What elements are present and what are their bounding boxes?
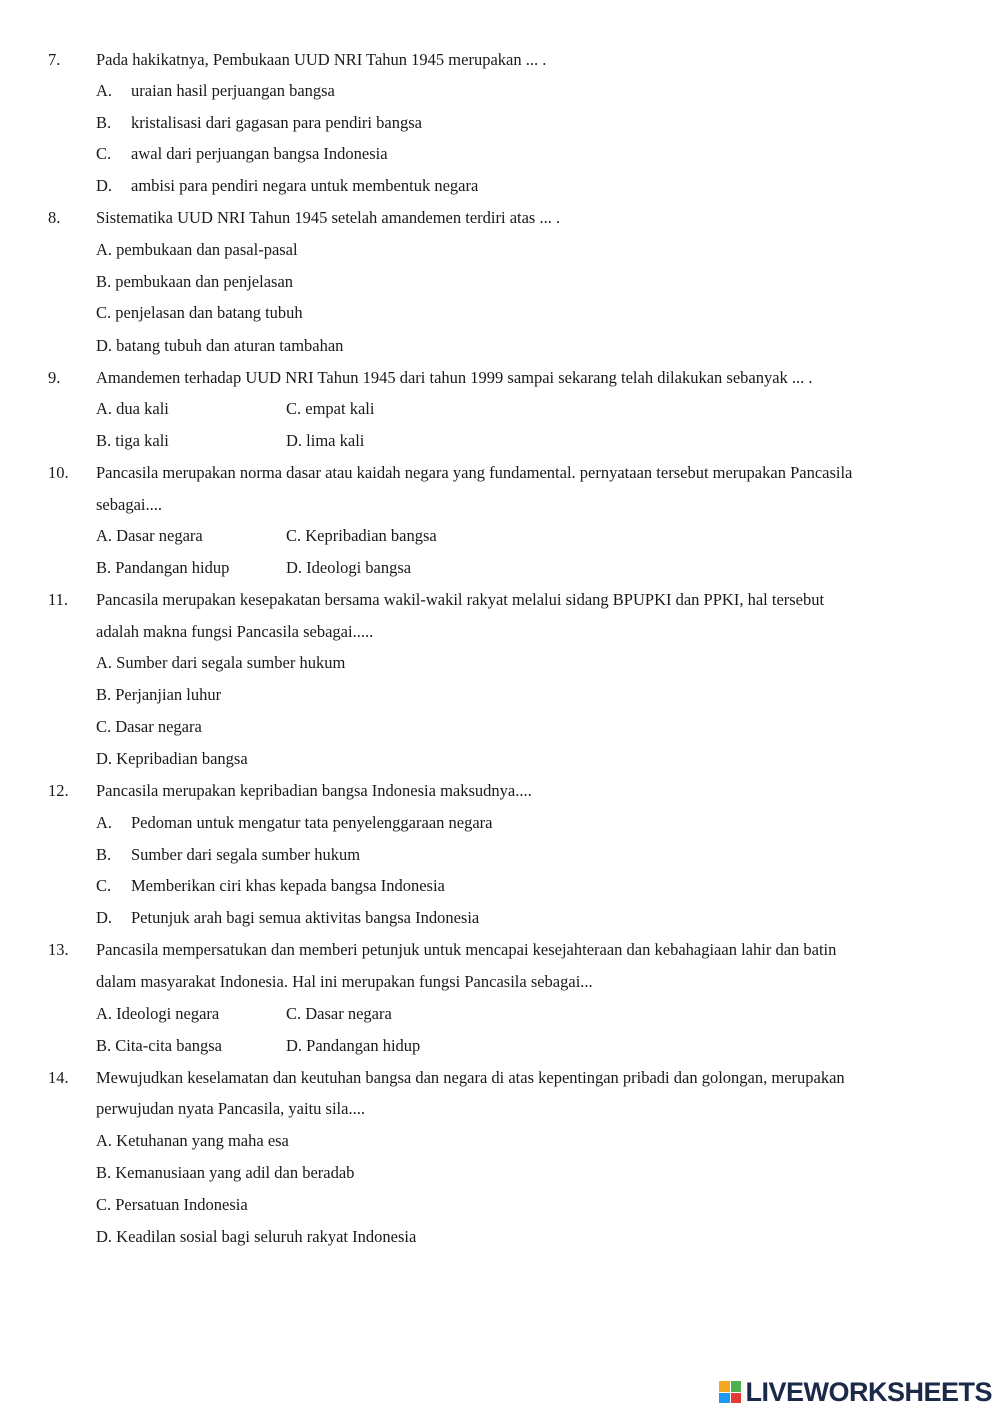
option-text: Petunjuk arah bagi semua aktivitas bangsa Indonesia [131, 908, 480, 927]
option-d: D. batang tubuh dan aturan tambahan [96, 336, 344, 355]
option-letter: C. [96, 876, 112, 895]
option-d: D. Keadilan sosial bagi seluruh rakyat Indonesia [96, 1227, 417, 1246]
question-number: 7. [48, 50, 61, 69]
option-d: D. lima kali [286, 431, 365, 450]
question-number: 9. [48, 368, 61, 387]
question-number: 14. [48, 1068, 69, 1087]
option-a: A. Ideologi negara [96, 1004, 220, 1023]
logo-square-icon [731, 1393, 742, 1404]
option-a: A. Dasar negara [96, 526, 203, 545]
option-letter: A. [96, 81, 113, 100]
question-text-continued: sebagai.... [96, 495, 162, 514]
option-b: B. Cita-cita bangsa [96, 1036, 223, 1055]
option-c: C. Kepribadian bangsa [286, 526, 437, 545]
option-letter: D. [96, 908, 113, 927]
question-text-continued: perwujudan nyata Pancasila, yaitu sila.... [96, 1099, 365, 1118]
liveworksheets-logo [719, 1377, 992, 1407]
logo-square-icon [719, 1393, 730, 1404]
option-c [96, 876, 445, 896]
option-d [96, 908, 479, 928]
option-c: C. Dasar negara [286, 1004, 392, 1023]
question-text: Amandemen terhadap UUD NRI Tahun 1945 dari tahun 1999 sampai sekarang telah dilakukan sebanyak ... . [96, 368, 813, 387]
option-text: uraian hasil perjuangan bangsa [131, 81, 335, 100]
option-b: B. Perjanjian luhur [96, 685, 222, 704]
option-d: D. Kepribadian bangsa [96, 749, 248, 768]
option-a: A. dua kali [96, 399, 169, 418]
question-number: 8. [48, 208, 61, 227]
question-text: Sistematika UUD NRI Tahun 1945 setelah amandemen terdiri atas ... . [96, 208, 561, 227]
question-text: Pada hakikatnya, Pembukaan UUD NRI Tahun 1945 merupakan ... . [96, 50, 547, 69]
option-a: A. Ketuhanan yang maha esa [96, 1131, 289, 1150]
option-a: A. pembukaan dan pasal-pasal [96, 240, 298, 259]
option-text: Sumber dari segala sumber hukum [131, 845, 361, 864]
option-b: B. tiga kali [96, 431, 169, 450]
option-text: awal dari perjuangan bangsa Indonesia [131, 144, 388, 163]
question-number: 11. [48, 590, 69, 609]
option-c [96, 144, 388, 164]
option-b [96, 113, 422, 133]
question-text: Mewujudkan keselamatan dan keutuhan bangsa dan negara di atas kepentingan pribadi dan golongan, merupakan [96, 1068, 845, 1087]
question-text: Pancasila merupakan norma dasar atau kaidah negara yang fundamental. pernyataan tersebut merupakan Pancasila [96, 463, 853, 482]
question-text: Pancasila mempersatukan dan memberi petunjuk untuk mencapai kesejahteraan dan kebahagiaan lahir dan batin [96, 940, 837, 959]
logo-mark-icon [719, 1381, 741, 1403]
question-number: 10. [48, 463, 69, 482]
logo-text: LIVEWORKSHEETS [745, 1376, 992, 1407]
option-a [96, 81, 335, 101]
question-number: 12. [48, 781, 69, 800]
option-b: B. Pandangan hidup [96, 558, 230, 577]
option-text: ambisi para pendiri negara untuk membentuk negara [131, 176, 479, 195]
option-b [96, 845, 360, 865]
logo-square-icon [731, 1381, 742, 1392]
option-c: C. penjelasan dan batang tubuh [96, 303, 303, 322]
option-text: kristalisasi dari gagasan para pendiri bangsa [131, 113, 422, 132]
option-c: C. Dasar negara [96, 717, 202, 736]
option-a [96, 813, 492, 833]
option-text: Memberikan ciri khas kepada bangsa Indonesia [131, 876, 445, 895]
option-letter: B. [96, 113, 112, 132]
logo-square-icon [719, 1381, 730, 1392]
question-text: Pancasila merupakan kesepakatan bersama wakil-wakil rakyat melalui sidang BPUPKI dan PPKI, hal tersebut [96, 590, 825, 609]
option-b: B. Kemanusiaan yang adil dan beradab [96, 1163, 355, 1182]
question-text-continued: adalah makna fungsi Pancasila sebagai..... [96, 622, 374, 641]
option-letter: A. [96, 813, 113, 832]
option-letter: C. [96, 144, 112, 163]
option-letter: D. [96, 176, 113, 195]
question-text: Pancasila merupakan kepribadian bangsa Indonesia maksudnya.... [96, 781, 532, 800]
question-number: 13. [48, 940, 69, 959]
option-text: Pedoman untuk mengatur tata penyelenggaraan negara [131, 813, 493, 832]
option-a: A. Sumber dari segala sumber hukum [96, 653, 346, 672]
question-text-continued: dalam masyarakat Indonesia. Hal ini merupakan fungsi Pancasila sebagai... [96, 972, 593, 991]
option-c: C. empat kali [286, 399, 375, 418]
option-letter: B. [96, 845, 112, 864]
option-c: C. Persatuan Indonesia [96, 1195, 248, 1214]
option-d [96, 176, 478, 196]
option-d: D. Pandangan hidup [286, 1036, 421, 1055]
option-d: D. Ideologi bangsa [286, 558, 412, 577]
option-b: B. pembukaan dan penjelasan [96, 272, 294, 291]
